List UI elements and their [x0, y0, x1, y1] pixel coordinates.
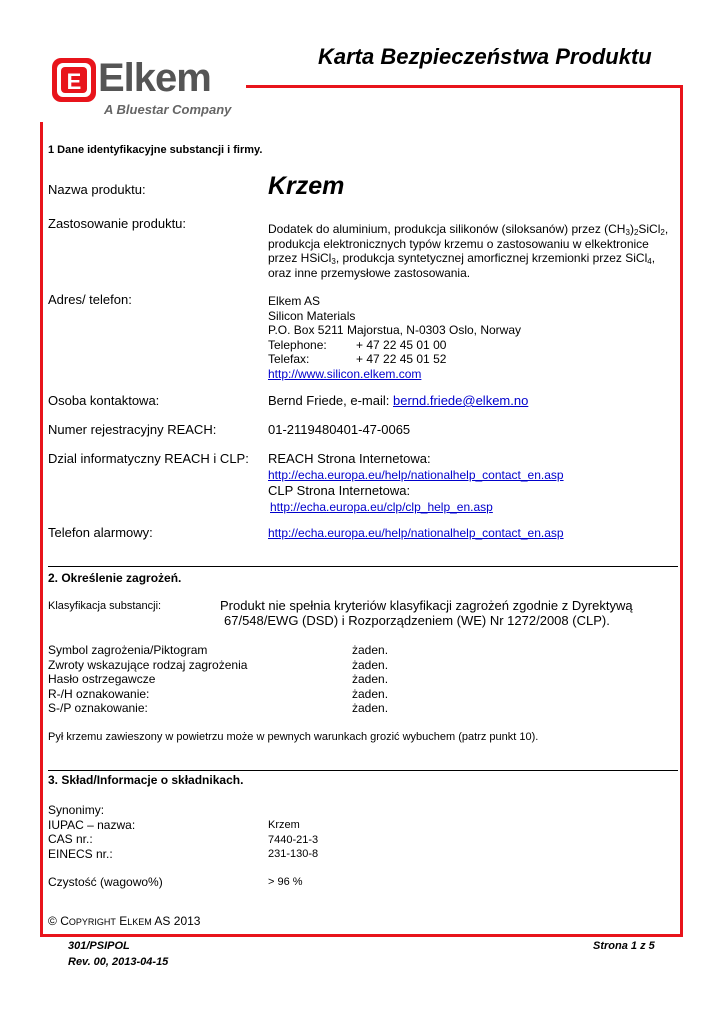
hazard-row-value: żaden. [352, 686, 389, 701]
reach-number-label: Numer rejestracyjny REACH: [48, 422, 217, 437]
contact-email-link[interactable]: bernd.friede@elkem.no [393, 393, 529, 408]
page-number: Strona 1 z 5 [593, 940, 655, 952]
hazard-row-label: Zwroty wskazujące rodzaj zagrożenia [48, 657, 248, 672]
section-divider [48, 770, 678, 771]
address-line: Elkem AS [268, 294, 321, 308]
usage-text [268, 222, 678, 280]
frame-bottom-border [40, 934, 683, 937]
composition-values [268, 818, 318, 862]
reach-site-link[interactable]: http://echa.europa.eu/help/nationalhelp_contact_en.asp [268, 468, 564, 482]
product-name: Krzem [268, 172, 345, 200]
classification-line-1: Produkt nie spełnia kryteriów klasyfikacji zagrożeń zgodnie z Dyrektywą [220, 598, 633, 613]
address-line: Silicon Materials [268, 308, 356, 323]
composition-labels [48, 803, 135, 861]
clp-site-link[interactable]: http://echa.europa.eu/clp/clp_help_en.asp [270, 500, 493, 514]
reach-number-value: 01-2119480401-47-0065 [268, 422, 411, 437]
composition-row-value: 231-130-8 [268, 848, 319, 860]
frame-left-border [40, 122, 43, 937]
revision-info: Rev. 00, 2013-04-15 [68, 956, 169, 968]
usage-line-1: Dodatek do aluminium, produkcja silikonów (siloksanów) przez $(CH_3)_2SiCl_2$, [268, 222, 669, 237]
alarm-phone-label: Telefon alarmowy: [48, 525, 153, 540]
section1-heading: 1 Dane identyfikacyjne substancji i firmy. [48, 144, 263, 156]
website-link[interactable]: http://www.silicon.elkem.com [268, 366, 422, 381]
section-divider [48, 566, 678, 567]
elkem-e-logo-icon [52, 58, 96, 102]
telefax-row: Telefax: + 47 22 45 01 52 [268, 352, 447, 366]
classification-label: Klasyfikacja substancji: [48, 600, 162, 612]
hazard-row-value: żaden. [352, 701, 389, 715]
hazard-row-label: Symbol zagrożenia/Piktogram [48, 643, 208, 657]
contact-label: Osoba kontaktowa: [48, 393, 160, 408]
usage-line-4: oraz inne przemysłowe zastosowania. [268, 265, 471, 280]
product-name-label: Nazwa produktu: [48, 182, 146, 197]
classification-text [220, 598, 633, 628]
composition-row-value: 7440-21-3 [268, 833, 319, 846]
reach-clp-info-block [268, 451, 564, 515]
composition-row-label: EINECS nr.: [48, 846, 113, 861]
hazard-row-value: żaden. [352, 672, 389, 686]
hazard-row-value: żaden. [352, 657, 389, 672]
purity-value: > 96 % [268, 876, 303, 888]
hazard-row-value: żaden. [352, 643, 389, 657]
composition-row-label: CAS nr.: [48, 832, 93, 846]
classification-line-2: 67/548/EWG (DSD) i Rozporządzeniem (WE) Nr 1272/2008 (CLP). [224, 613, 610, 628]
clp-site-label: CLP Strona Internetowa: [268, 483, 411, 498]
synonyms-label: Synonimy: [48, 803, 105, 817]
document-code: 301/PSIPOL [68, 940, 130, 952]
address-block [268, 294, 521, 381]
alarm-site-link[interactable]: http://echa.europa.eu/help/nationalhelp_contact_en.asp [268, 526, 564, 540]
address-line: P.O. Box 5211 Majorstua, N-0303 Oslo, Norway [268, 323, 522, 337]
svg-text:E: E [66, 69, 82, 94]
hazard-row-label: Hasło ostrzegawcze [48, 672, 156, 686]
usage-line-3: przez HSiCl$_3$, produkcja syntetycznej amorficznej krzemionki przez SiCl$_4$, [268, 251, 656, 266]
reach-site-label: REACH Strona Internetowa: [268, 451, 431, 466]
dust-explosion-note: Pył krzemu zawieszony w powietrzu może w pewnych warunkach grozić wybuchem (patrz punkt 10). [48, 731, 539, 743]
composition-row-value: Krzem [268, 819, 300, 831]
purity-label: Czystość (wagowo%) [48, 875, 163, 889]
hazard-row-label: R-/H oznakowanie: [48, 686, 150, 701]
document-title: Karta Bezpieczeństwa Produktu [318, 44, 652, 69]
telephone-row: Telephone: + 47 22 45 01 00 [268, 337, 447, 352]
frame-top-border [246, 85, 683, 88]
section3-heading: 3. Skład/Informacje o składnikach. [48, 773, 244, 787]
copyright-notice: © COPYRIGHT ELKEM AS 2013 [48, 914, 201, 928]
usage-label: Zastosowanie produktu: [48, 216, 187, 231]
contact-value: Bernd Friede, e-mail: bernd.friede@elkem.no [268, 393, 529, 408]
logo-tagline: A Bluestar Company [104, 102, 232, 117]
frame-right-border [680, 85, 683, 937]
hazard-values [352, 643, 388, 716]
usage-line-2: produkcja elektronicznych typów krzemu o zastosowaniu w elkektronice [268, 236, 649, 251]
hazard-row-label: S-/P oznakowanie: [48, 701, 148, 715]
logo-wordmark: Elkem [98, 56, 211, 100]
reach-clp-info-label: Dzial informatyczny REACH i CLP: [48, 451, 249, 466]
hazard-labels [48, 643, 247, 716]
composition-row-label: IUPAC – nazwa: [48, 817, 136, 832]
section2-heading: 2. Określenie zagrożeń. [48, 571, 182, 585]
address-label: Adres/ telefon: [48, 292, 132, 307]
